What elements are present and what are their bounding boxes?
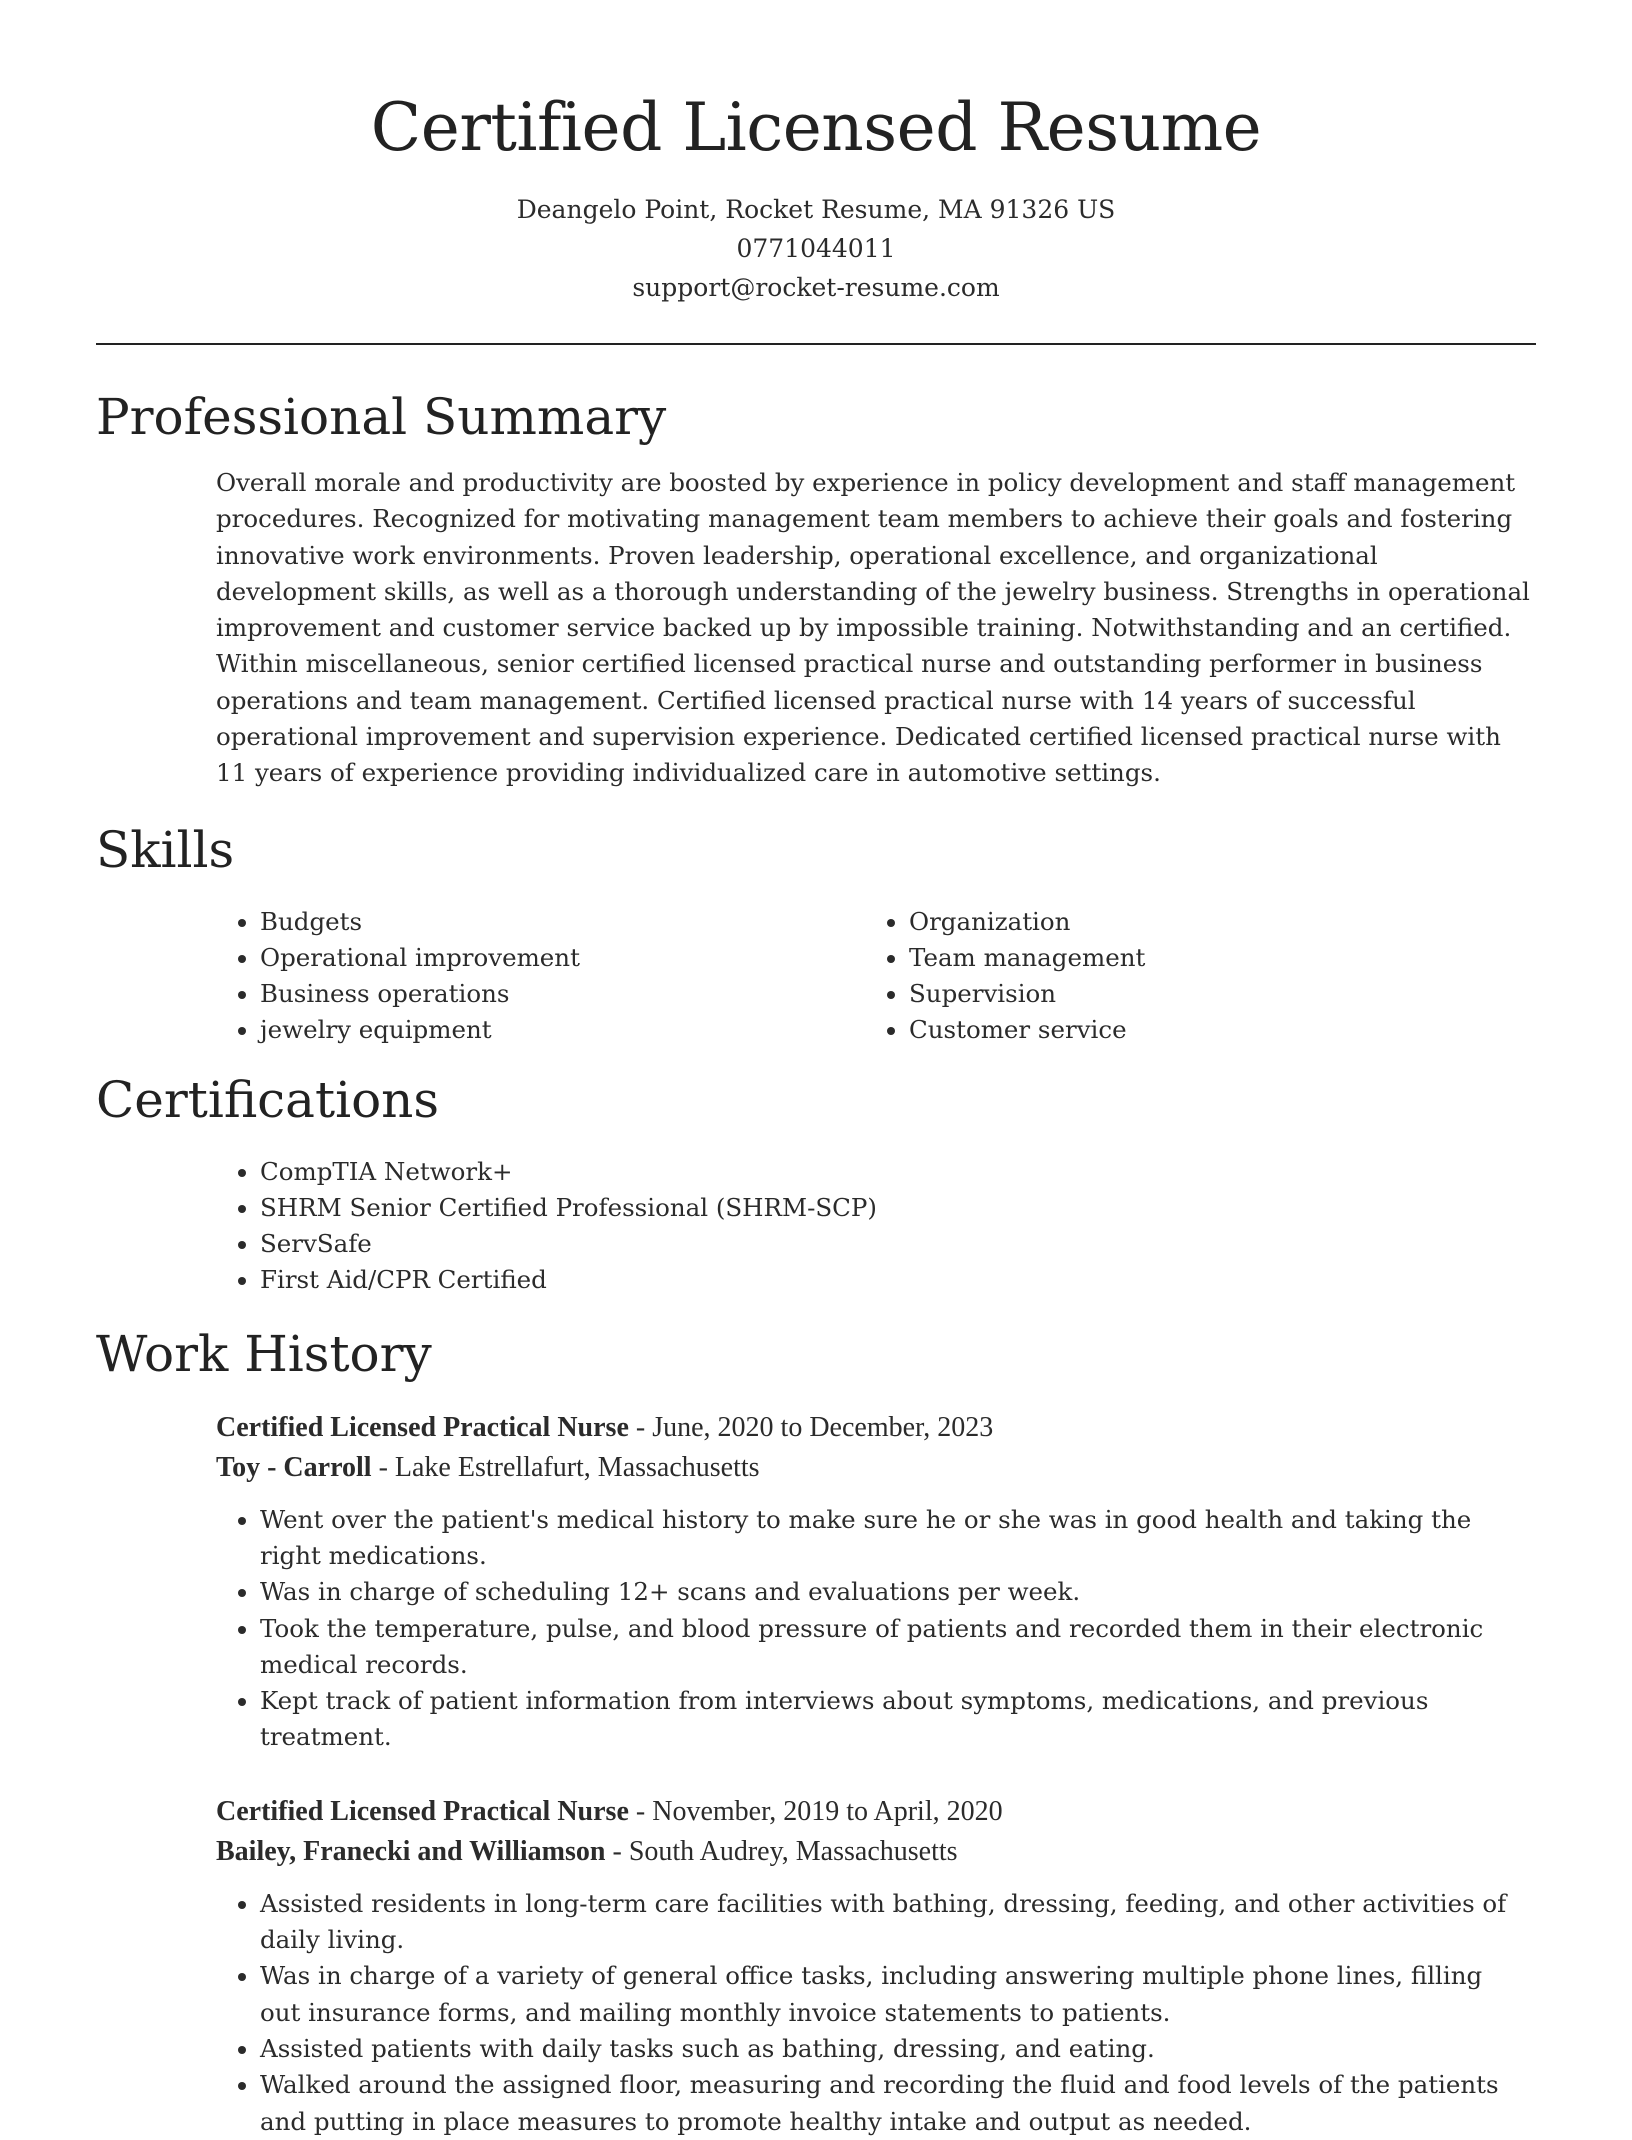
duty-item: • Took the temperature, pulse, and blood pressure of patients and recorded them in their electronic medical records. xyxy=(260,1611,1536,1684)
section-title-summary: Professional Summary xyxy=(96,388,667,446)
skill-item: • Operational improvement xyxy=(260,940,865,976)
resume-title: Certified Licensed Resume xyxy=(370,89,1262,166)
section-title-work-history: Work History xyxy=(96,1324,432,1383)
separator: - xyxy=(371,1451,395,1483)
job-company: Bailey, Franecki and Williamson xyxy=(216,1835,606,1867)
skill-item: • Team management xyxy=(909,940,1514,976)
certifications-list xyxy=(216,1154,1536,1298)
duty-item: • Assisted residents in long-term care facilities with bathing, dressing, feeding, and other activities of daily living. xyxy=(260,1886,1536,1959)
job-dates: November, 2019 to April, 2020 xyxy=(652,1795,1003,1827)
separator: - xyxy=(628,1411,653,1443)
job-duties-list xyxy=(216,1886,1536,2140)
job-role: Certified Licensed Practical Nurse xyxy=(216,1411,629,1443)
job-company: Toy - Carroll xyxy=(216,1451,372,1483)
duty-item: • Was in charge of a variety of general office tasks, including answering multiple phone lines, filling out insurance forms, and mailing monthly invoice statements to patients. xyxy=(260,1958,1536,2031)
job-dates: June, 2020 to December, 2023 xyxy=(652,1411,994,1443)
duty-item: • Kept track of patient information from interviews about symptoms, medications, and previous treatment. xyxy=(260,1683,1536,1756)
duty-item: • Was in charge of scheduling 12+ scans and evaluations per week. xyxy=(260,1574,1536,1610)
skill-item: • Organization xyxy=(909,904,1514,940)
job-location: South Audrey, Massachusetts xyxy=(628,1835,958,1867)
skills-column-right xyxy=(865,904,1514,1048)
skill-item: • jewelry equipment xyxy=(260,1012,865,1048)
section-title-skills: Skills xyxy=(96,820,235,879)
job-company-line xyxy=(216,1832,1536,1872)
job-company-line xyxy=(216,1448,1536,1488)
skill-item: • Budgets xyxy=(260,904,865,940)
job-role-line xyxy=(216,1408,1536,1448)
phone: 0771044011 xyxy=(736,234,896,263)
certifications-section xyxy=(96,1070,1536,1298)
skills-columns xyxy=(216,904,1536,1048)
duty-item: • Went over the patient's medical history to make sure he or she was in good health and taking the right medications. xyxy=(260,1502,1536,1575)
job-location: Lake Estrellafurt, Massachusetts xyxy=(394,1451,760,1483)
skills-section xyxy=(96,820,1536,1048)
header-divider xyxy=(96,343,1536,345)
address: Deangelo Point, Rocket Resume, MA 91326 US xyxy=(516,195,1116,224)
separator: - xyxy=(605,1835,629,1867)
skill-item: • Business operations xyxy=(260,976,865,1012)
resume-header xyxy=(96,0,1536,307)
job-duties-list xyxy=(216,1502,1536,1756)
professional-summary-section xyxy=(96,387,1536,792)
skill-item: • Customer service xyxy=(909,1012,1514,1048)
skill-item: • Supervision xyxy=(909,976,1514,1012)
skills-column-left xyxy=(216,904,865,1048)
duty-item: • Walked around the assigned floor, measuring and recording the fluid and food levels of the patients and putting in place measures to promote healthy intake and output as needed. xyxy=(260,2067,1536,2140)
separator: - xyxy=(628,1795,653,1827)
email: support@rocket-resume.com xyxy=(632,273,1000,302)
section-title-certifications: Certifications xyxy=(96,1070,440,1129)
job-entry xyxy=(216,1408,1536,1756)
certification-item: • SHRM Senior Certified Professional (SHRM-SCP) xyxy=(260,1190,1536,1226)
job-entry xyxy=(216,1792,1536,2140)
duty-item: • Assisted patients with daily tasks such as bathing, dressing, and eating. xyxy=(260,2031,1536,2067)
certification-item: • CompTIA Network+ xyxy=(260,1154,1536,1190)
certification-item: • First Aid/CPR Certified xyxy=(260,1262,1536,1298)
contact-info xyxy=(96,190,1536,307)
certification-item: • ServSafe xyxy=(260,1226,1536,1262)
job-role: Certified Licensed Practical Nurse xyxy=(216,1795,629,1827)
job-role-line xyxy=(216,1792,1536,1832)
work-history-section xyxy=(96,1324,1536,2140)
summary-text: Overall morale and productivity are boosted by experience in policy development and staff management procedures. Recognized for motivating management team members to achieve their goals and fostering innovative work environments. Proven leadership, operational excellence, and organizational development skills, as well as a thorough understanding of the jewelry business. Strengths in operational improvement and customer service backed up by impossible training. Notwithstanding and an certified. Within miscellaneous, senior certified licensed practical nurse and outstanding performer in business operations and team management. Certified licensed practical nurse with 14 years of successful operational improvement and supervision experience. Dedicated certified licensed practical nurse with 11 years of experience providing individualized care in automotive settings. xyxy=(216,468,1530,788)
